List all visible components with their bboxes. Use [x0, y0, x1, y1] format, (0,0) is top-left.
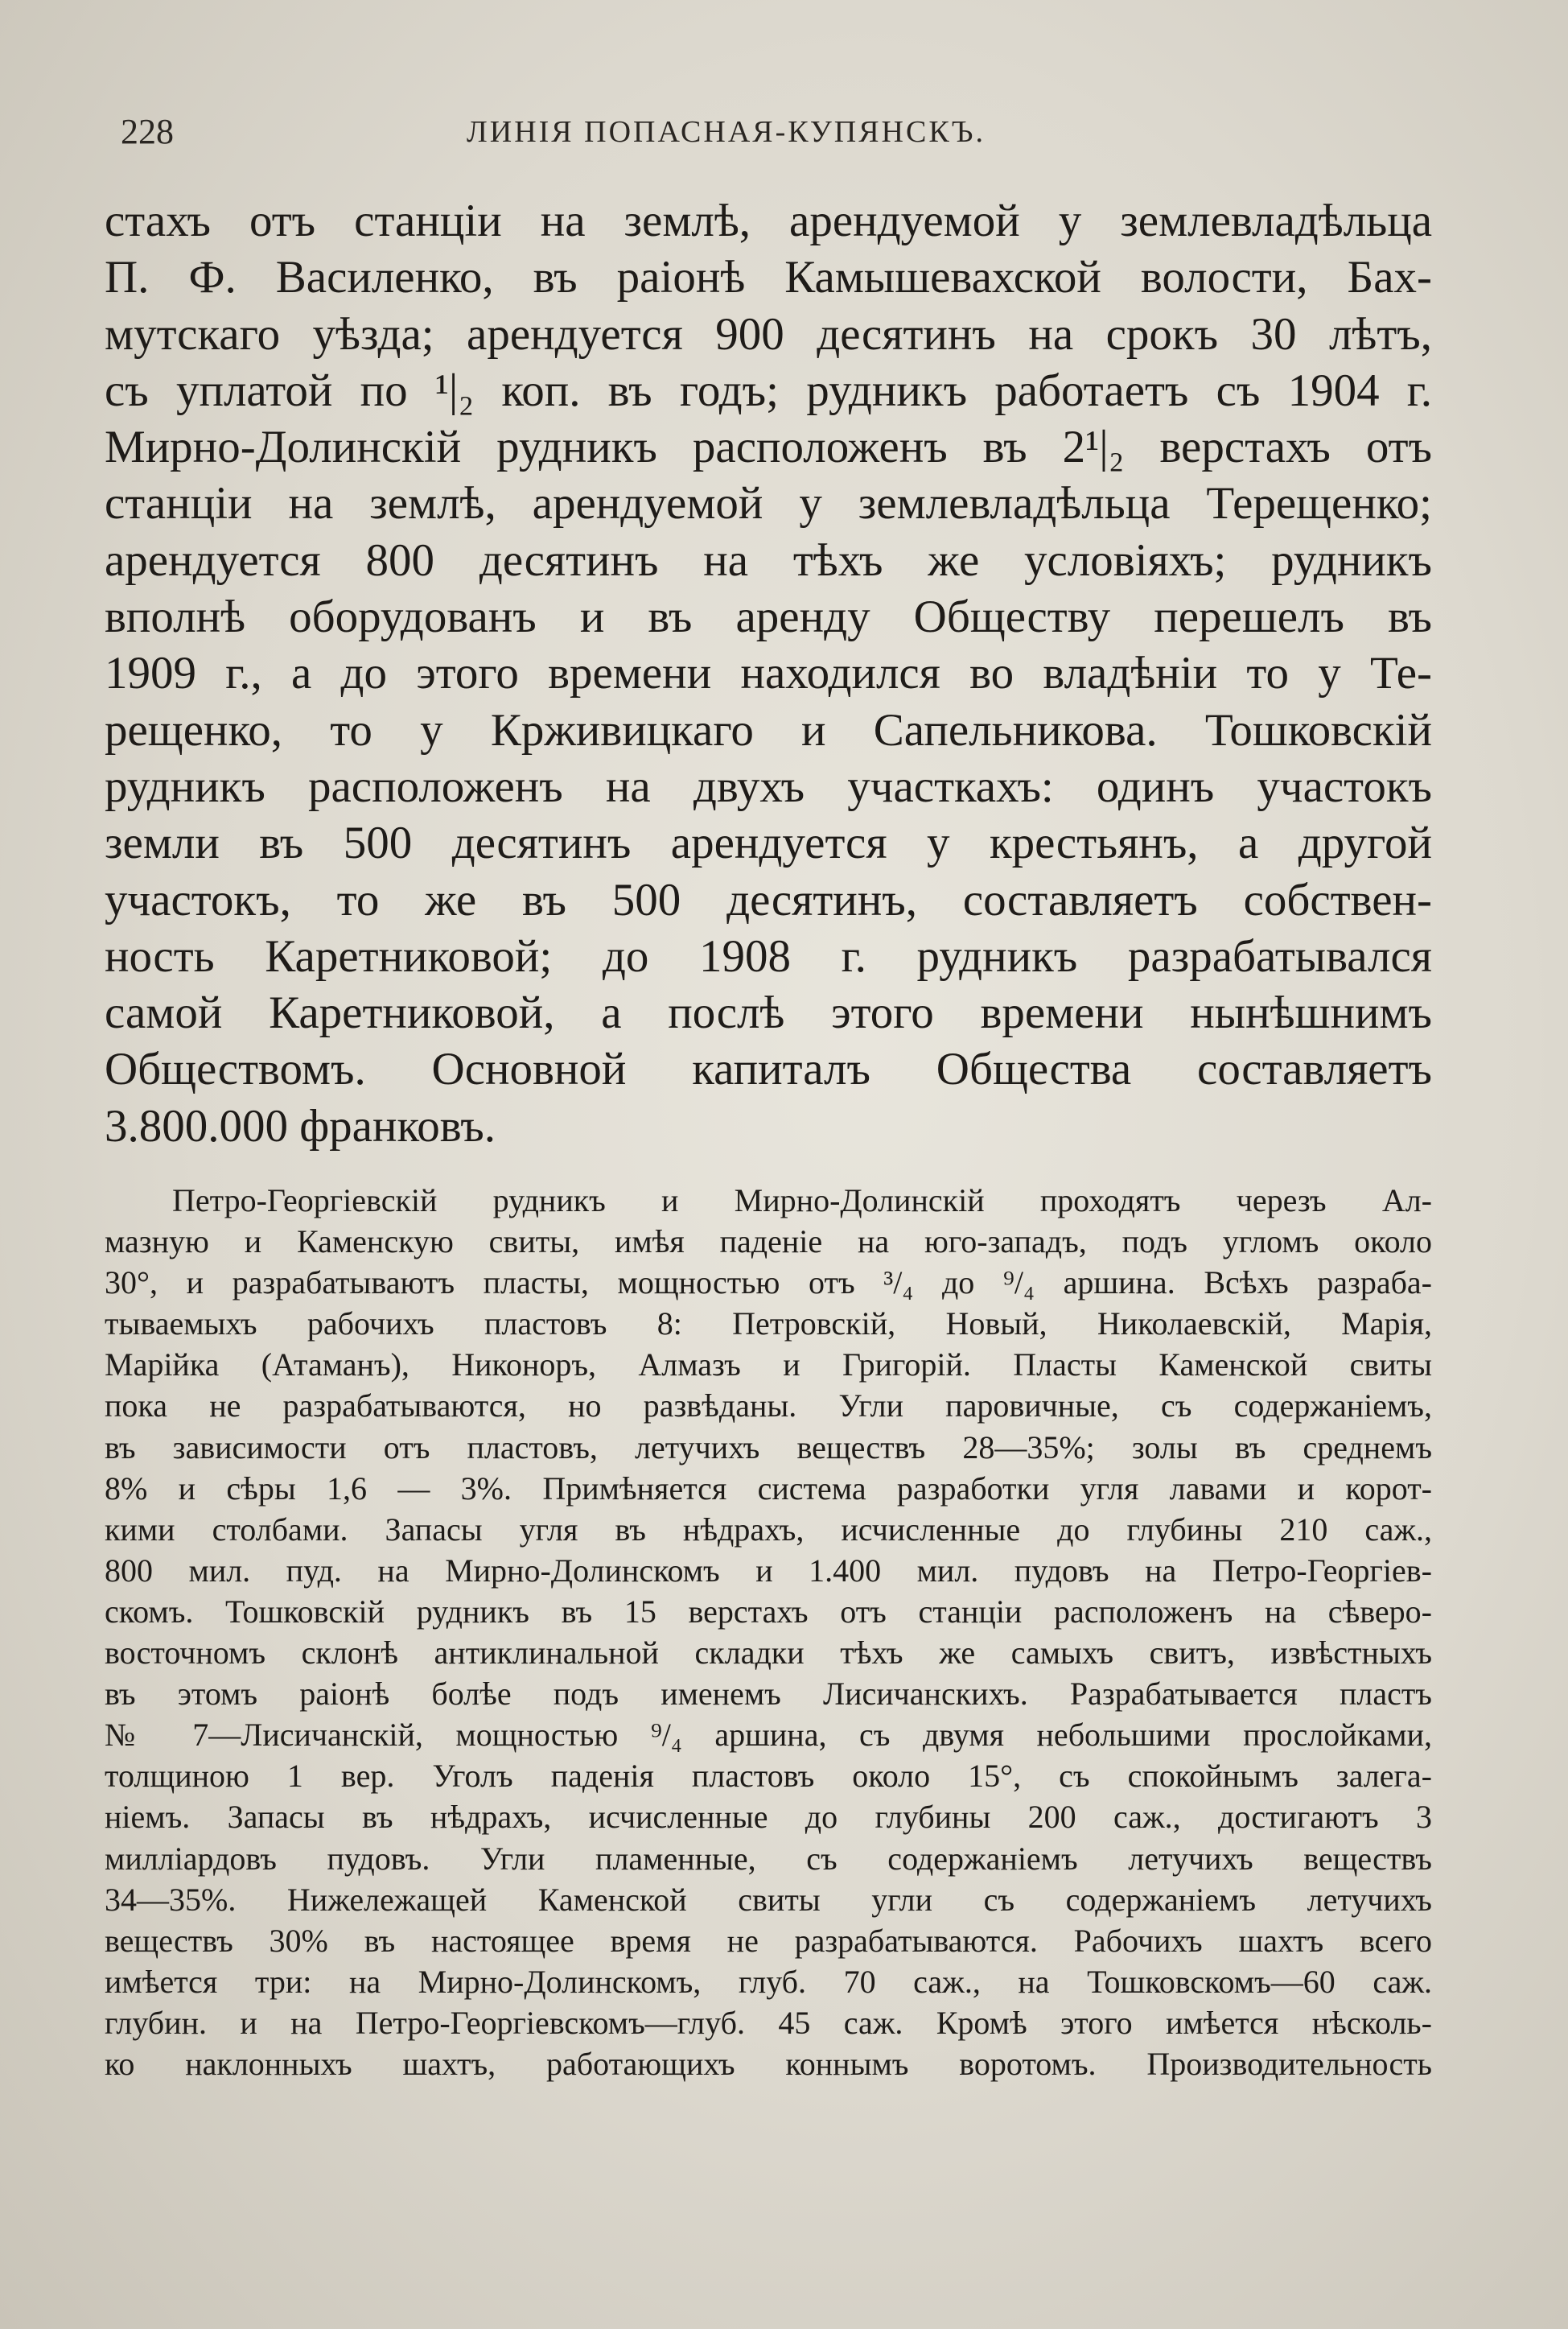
text-line: съ уплатой по ¹|₂ коп. въ годъ; рудникъ работаетъ съ 1904 г.: [105, 365, 1432, 416]
text-line: 3.800.000 франковъ.: [105, 1100, 496, 1152]
text-line: 30°, и разрабатываютъ пласты, мощностью отъ ³/₄ до ⁹/₄ аршина. Всѣхъ разраба-: [105, 1264, 1432, 1301]
text-line: П. Ф. Василенко, въ раіонѣ Камышевахской волости, Бах-: [105, 252, 1432, 303]
text-line: мазную и Каменскую свиты, имѣя паденіе на юго-западъ, подъ угломъ около: [105, 1223, 1432, 1260]
text-line: ко наклонныхъ шахтъ, работающихъ коннымъ воротомъ. Производительность: [105, 2045, 1432, 2082]
text-line: № 7—Лисичанскій, мощностью ⁹/₄ аршина, съ двумя небольшими прослойками,: [105, 1717, 1432, 1754]
text-line: въ этомъ раіонѣ болѣе подъ именемъ Лисичанскихъ. Разрабатывается пластъ: [105, 1676, 1432, 1713]
text-line: рещенко, то у Крживицкаго и Сапельникова. Тошковскій: [105, 704, 1432, 756]
small-print-paragraph: [105, 1180, 1432, 2084]
text-line: земли въ 500 десятинъ арендуется у крестьянъ, а другой: [105, 818, 1432, 869]
page-number: 228: [121, 112, 174, 151]
text-line: имѣется три: на Мирно-Долинскомъ, глуб. 70 саж., на Тошковскомъ—60 саж.: [105, 1963, 1432, 2000]
text-line: вполнѣ оборудованъ и въ аренду Обществу перешелъ въ: [105, 592, 1432, 643]
text-line: пока не разрабатываются, но развѣданы. Угли паровичные, съ содержаніемъ,: [105, 1387, 1432, 1424]
text-line: Обществомъ. Основной капиталъ Общества составляетъ: [105, 1044, 1432, 1095]
text-line: рудникъ расположенъ на двухъ участкахъ: одинъ участокъ: [105, 761, 1432, 812]
text-line: толщиною 1 вер. Уголъ паденія пластовъ около 15°, съ спокойнымъ залега-: [105, 1758, 1432, 1795]
text-line: 8% и сѣры 1,6 — 3%. Примѣняется система разработки угля лавами и корот-: [105, 1470, 1432, 1507]
text-line: восточномъ склонѣ антиклинальной складки тѣхъ же самыхъ свитъ, извѣстныхъ: [105, 1634, 1432, 1672]
text-line: въ зависимости отъ пластовъ, летучихъ веществъ 28—35%; золы въ среднемъ: [105, 1428, 1432, 1465]
text-line: ніемъ. Запасы въ нѣдрахъ, исчисленные до глубины 200 саж., достигаютъ 3: [105, 1799, 1432, 1836]
text-line: милліардовъ пудовъ. Угли пламенные, съ содержаніемъ летучихъ веществъ: [105, 1840, 1432, 1877]
text-line: тываемыхъ рабочихъ пластовъ 8: Петровскій, Новый, Николаевскій, Марія,: [105, 1305, 1432, 1342]
text-line: Мирно-Долинскій рудникъ расположенъ въ 2¹|₂ верстахъ отъ: [105, 422, 1432, 473]
text-line: арендуется 800 десятинъ на тѣхъ же условіяхъ; рудникъ: [105, 534, 1432, 586]
main-paragraph: [105, 193, 1432, 1155]
text-line: стахъ отъ станціи на землѣ, арендуемой у землевладѣльца: [105, 196, 1432, 246]
text-line: Петро-Георгіевскій рудникъ и Мирно-Долинскій проходятъ черезъ Ал-: [172, 1182, 1432, 1218]
text-line: станціи на землѣ, арендуемой у землевладѣльца Терещенко;: [105, 478, 1432, 530]
text-line: ность Каретниковой; до 1908 г. рудникъ разрабатывался: [105, 930, 1432, 982]
text-line: веществъ 30% въ настоящее время не разрабатываются. Рабочихъ шахтъ всего: [105, 1922, 1432, 1959]
text-line: 34—35%. Нижележащей Каменской свиты угли съ содержаніемъ летучихъ: [105, 1881, 1432, 1918]
text-line: Марійка (Атаманъ), Никоноръ, Алмазъ и Григорій. Пласты Каменской свиты: [105, 1346, 1432, 1383]
text-line: 800 мил. пуд. на Мирно-Долинскомъ и 1.400 мил. пудовъ на Петро-Георгіев-: [105, 1552, 1432, 1589]
text-line: глубин. и на Петро-Георгіевскомъ—глуб. 45 саж. Кромѣ этого имѣется нѣсколь-: [105, 2004, 1432, 2041]
text-line: 1909 г., а до этого времени находился во владѣніи то у Те-: [105, 648, 1432, 699]
text-line: мутскаго уѣзда; арендуется 900 десятинъ на срокъ 30 лѣтъ,: [105, 308, 1432, 360]
text-line: скомъ. Тошковскій рудникъ въ 15 верстахъ отъ станціи расположенъ на сѣверо-: [105, 1593, 1432, 1630]
running-head: ЛИНІЯ ПОПАСНАЯ-КУПЯНСКЪ.: [467, 115, 986, 149]
text-line: участокъ, то же въ 500 десятинъ, составляетъ собствен-: [105, 874, 1432, 925]
text-line: самой Каретниковой, а послѣ этого времени нынѣшнимъ: [105, 987, 1432, 1039]
text-line: кими столбами. Запасы угля въ нѣдрахъ, исчисленные до глубины 210 саж.,: [105, 1511, 1432, 1548]
